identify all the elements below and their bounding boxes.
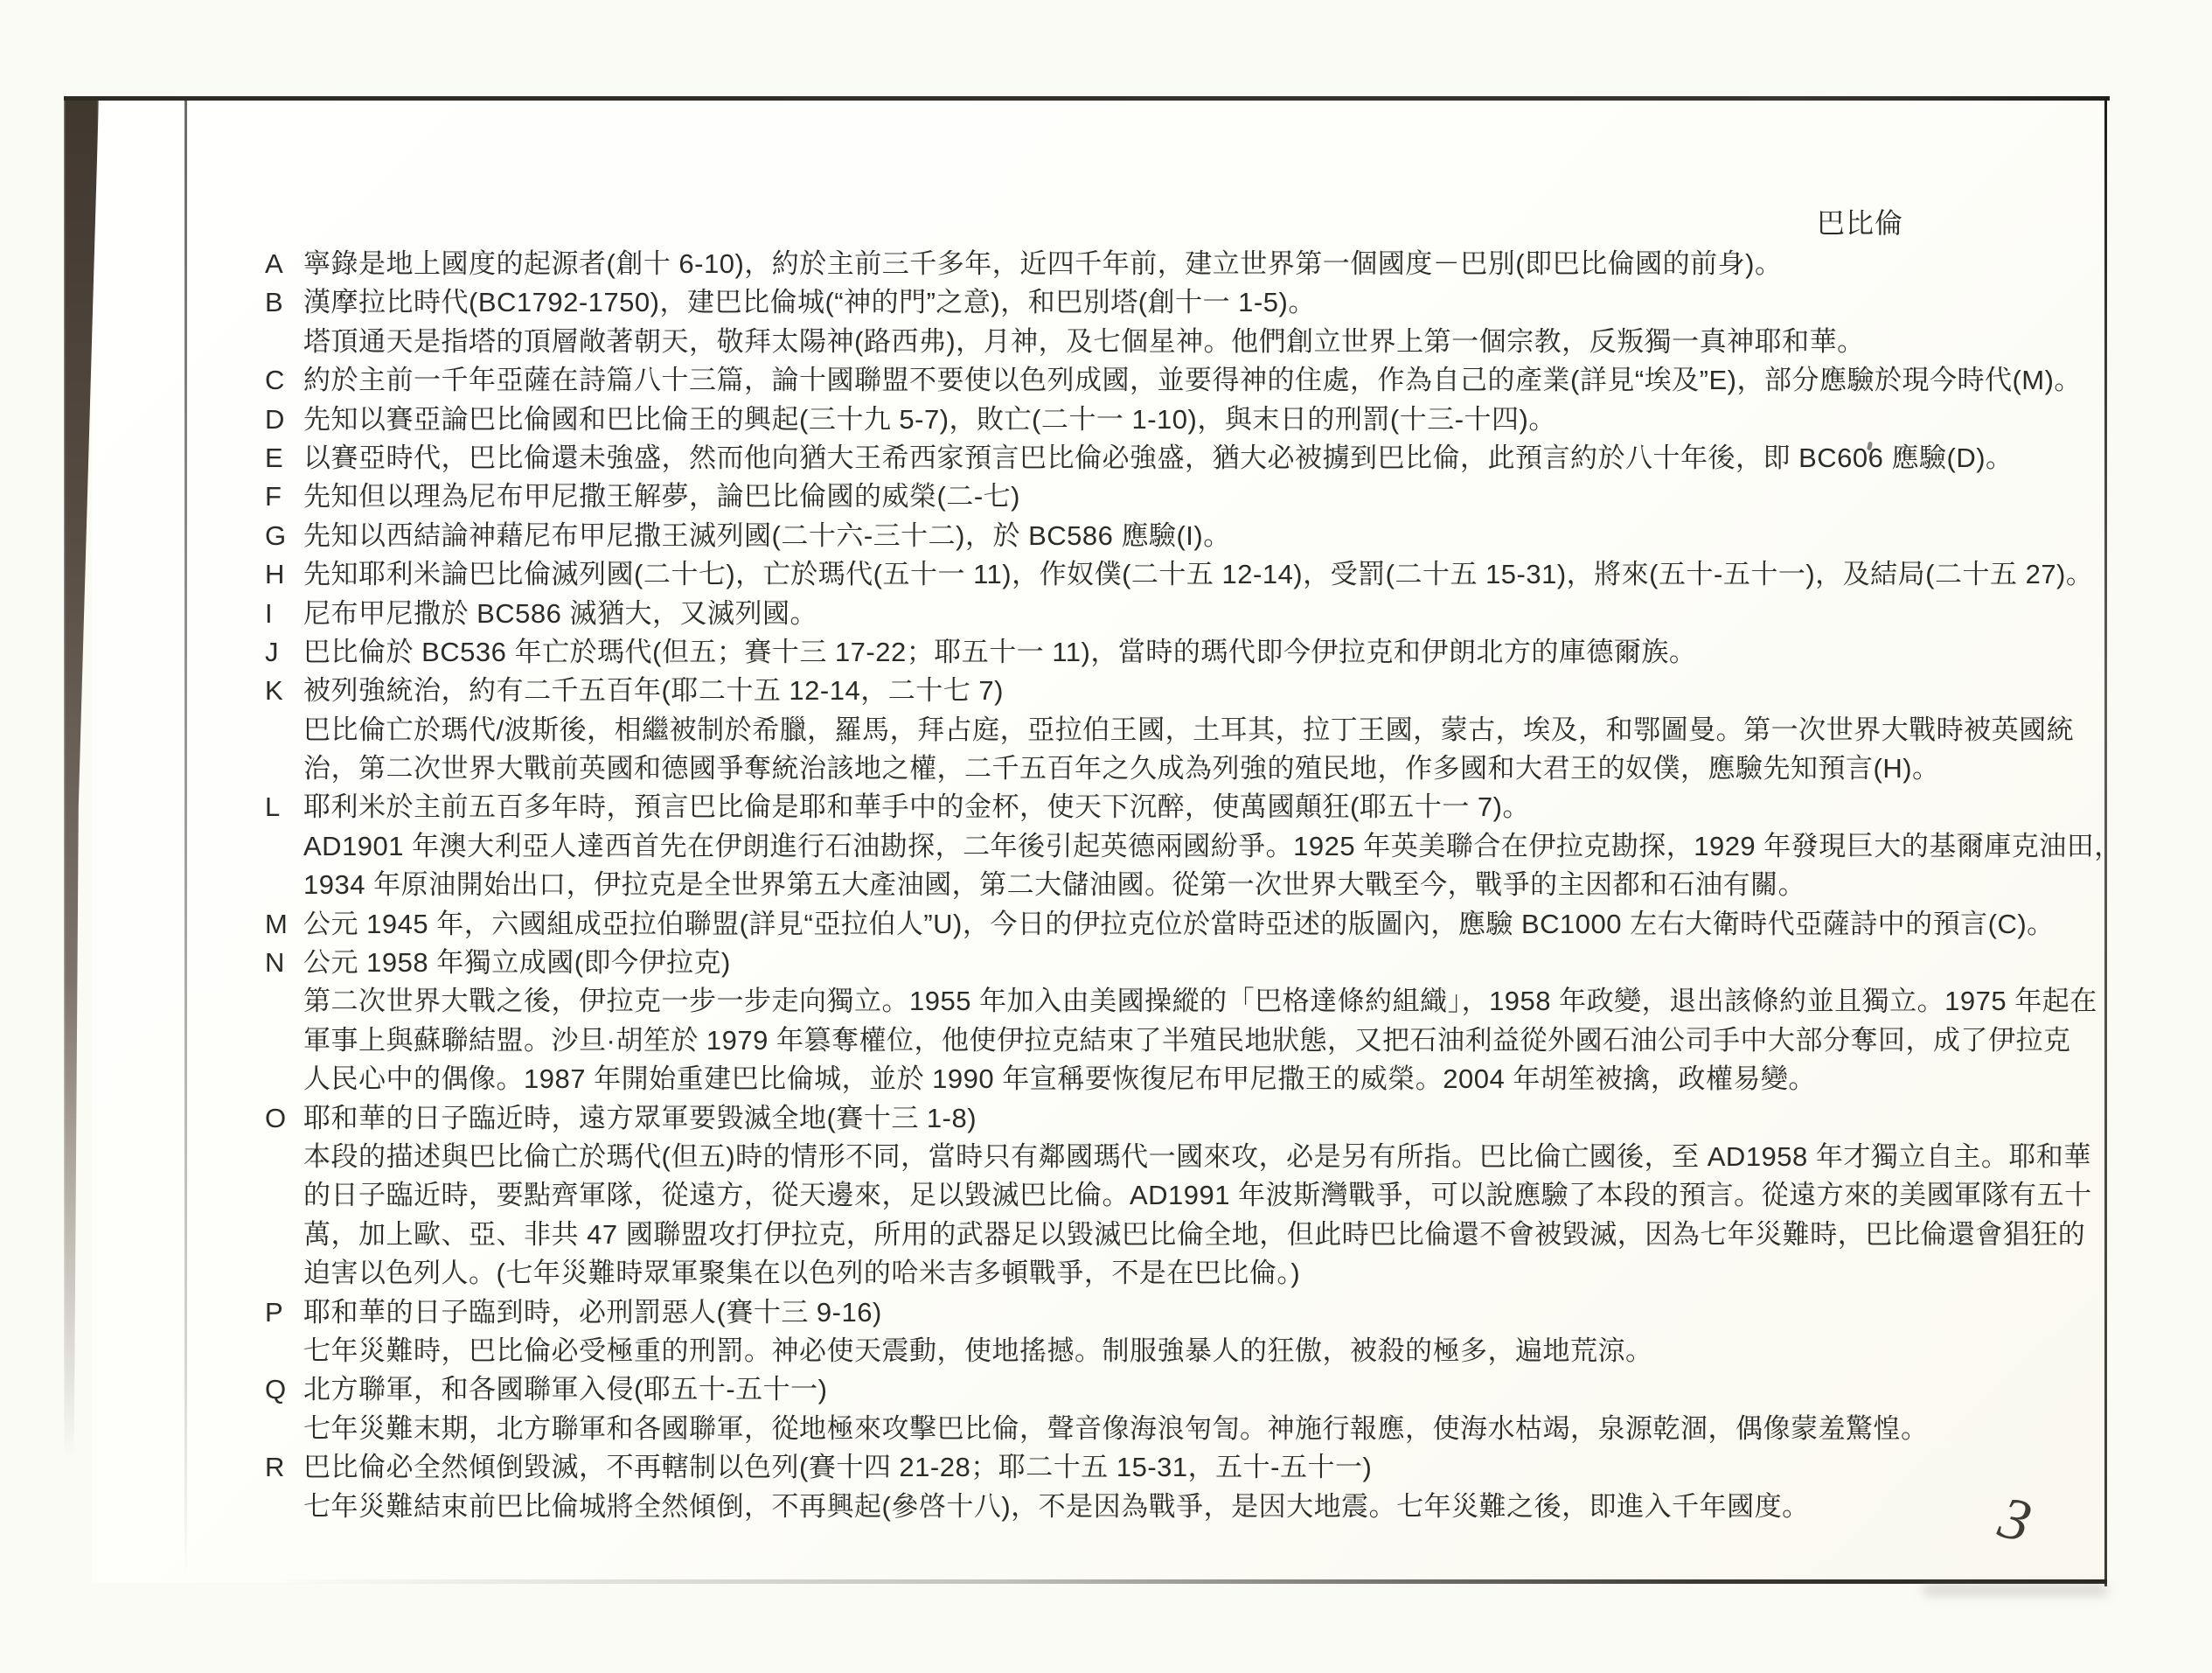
document-line: [265, 1060, 2122, 1098]
document-line: [265, 1370, 2122, 1409]
document-line: [265, 1488, 2122, 1526]
document-line: [265, 323, 2122, 361]
document-line: [265, 1099, 2122, 1138]
item-text: 軍事上與蘇聯結盟。沙旦·胡笙於 1979 年篡奪權位，他使伊拉克結束了半殖民地狀態，又把石油利益從外國石油公司手中大部分奪回，成了伊拉克: [303, 1024, 2071, 1056]
item-text: 七年災難時，巴比倫必受極重的刑罰。神必使天震動，使地搖撼。制服強暴人的狂傲，被殺的極多，遍地荒涼。: [303, 1335, 1653, 1366]
document-line: [265, 439, 2122, 478]
document-line: [265, 245, 2122, 283]
item-text: 北方聯軍，和各國聯軍入侵(耶五十-五十一): [303, 1374, 828, 1405]
document-line: [265, 788, 2122, 826]
item-text: 耶和華的日子臨近時，遠方眾軍要毀滅全地(賽十三 1-8): [303, 1102, 977, 1133]
item-text: 先知但以理為尼布甲尼撒王解夢，論巴比倫國的威榮(二-七): [303, 481, 1020, 512]
document-line: [265, 555, 2122, 594]
document-line: [265, 517, 2122, 555]
item-letter: Q: [265, 1374, 287, 1405]
item-text: 以賽亞時代，巴比倫還未強盛，然而他向猶大王希西家預言巴比倫必強盛，猶大必被擄到巴比倫，此預言約於八十年後，即 BC606 應驗(D)。: [303, 442, 2014, 473]
item-letter: E: [265, 442, 284, 473]
item-letter: G: [265, 519, 287, 551]
item-text: 被列強統治，約有二千五百年(耶二十五 12-14，二十七 7): [303, 675, 1004, 707]
document-line: [265, 672, 2122, 710]
item-text: 巴比倫必全然傾倒毀滅，不再轄制以色列(賽十四 21-28；耶二十五 15-31，五十-五十一): [303, 1452, 1373, 1483]
item-letter: J: [265, 636, 279, 667]
document-line: [265, 866, 2122, 904]
item-text: 公元 1958 年獨立成國(即今伊拉克): [303, 947, 731, 979]
item-letter: P: [265, 1296, 284, 1328]
item-text: 塔頂通天是指塔的頂層敞著朝天，敬拜太陽神(路西弗)，月神，及七個星神。他們創立世界上第一個宗教，反叛獨一真神耶和華。: [303, 325, 1865, 357]
document-line: [265, 905, 2122, 944]
document-line: [265, 1138, 2122, 1176]
item-text: 約於主前一千年亞薩在詩篇八十三篇，論十國聯盟不要使以色列成國，並要得神的住處，作為自己的產業(詳見“埃及”E)，部分應驗於現今時代(M)。: [303, 365, 2082, 396]
item-text: 的日子臨近時，要點齊軍隊，從遠方，從天邊來，足以毀滅巴比倫。AD1991 年波斯灣戰爭，可以說應驗了本段的預言。從遠方來的美國軍隊有五十: [303, 1180, 2092, 1211]
item-letter: L: [265, 791, 281, 823]
document-line: [265, 401, 2122, 439]
item-letter: R: [265, 1452, 285, 1483]
item-text: 萬，加上歐、亞、非共 47 國聯盟攻打伊拉克，所用的武器足以毀滅巴比倫全地，但此時巴比倫還不會被毀滅，因為七年災難時，巴比倫還會猖狂的: [303, 1218, 2086, 1250]
document-line: [265, 283, 2122, 322]
document-line: [265, 1176, 2122, 1215]
document-line: [265, 944, 2122, 982]
item-letter: M: [265, 908, 289, 939]
item-letter: B: [265, 287, 284, 318]
item-text: 耶利米於主前五百多年時，預言巴比倫是耶和華手中的金杯，使天下沉醉，使萬國顛狂(耶五十一 7)。: [303, 791, 1530, 823]
item-text: 迫害以色列人。(七年災難時眾軍聚集在以色列的哈米吉多頓戰爭，不是在巴比倫。): [303, 1258, 1301, 1289]
item-text: 七年災難結束前巴比倫城將全然傾倒，不再興起(參啓十八)，不是因為戰爭，是因大地震。七年災難之後，即進入千年國度。: [303, 1490, 1810, 1522]
document-line: [265, 1410, 2122, 1448]
item-text: 巴比倫亡於瑪代/波斯後，相繼被制於希臘，羅馬，拜占庭，亞拉伯王國，土耳其，拉丁王國，蒙古，埃及，和鄂圖曼。第一次世界大戰時被英國統: [303, 714, 2075, 745]
item-text: AD1901 年澳大利亞人達西首先在伊朗進行石油勘探，二年後引起英德兩國紛爭。1925 年英美聯合在伊拉克勘探，1929 年發現巨大的基爾庫克油田，: [303, 830, 2122, 861]
document-line: [265, 711, 2122, 749]
document-line: [265, 1021, 2122, 1060]
item-text: 治，第二次世界大戰前英國和德國爭奪統治該地之權，二千五百年之久成為列強的殖民地，作多國和大君王的奴僕，應驗先知預言(H)。: [303, 753, 1940, 784]
scan-inner-page-edge: [184, 100, 187, 1579]
item-letter: K: [265, 675, 284, 707]
document-line: [265, 361, 2122, 400]
item-text: 巴比倫於 BC536 年亡於瑪代(但五；賽十三 17-22；耶五十一 11)，當時的瑪代即今伊拉克和伊朗北方的庫德爾族。: [303, 636, 1697, 667]
item-text: 尼布甲尼撒於 BC586 滅猶大，又滅列國。: [303, 597, 818, 629]
item-letter: H: [265, 559, 285, 590]
item-letter: O: [265, 1102, 287, 1133]
document-line: [265, 1254, 2122, 1293]
item-text: 漢摩拉比時代(BC1792-1750)，建巴比倫城(“神的門”之意)，和巴別塔(創十一 1-5)。: [303, 287, 1316, 318]
document-line: [265, 1293, 2122, 1332]
document-line: [265, 633, 2122, 672]
item-text: 先知以西結論神藉尼布甲尼撒王滅列國(二十六-三十二)，於 BC586 應驗(I)。: [303, 519, 1231, 551]
item-text: 七年災難末期，北方聯軍和各國聯軍，從地極來攻擊巴比倫，聲音像海浪匉訇。神施行報應，使海水枯竭，泉源乾涸，偶像蒙羞驚惶。: [303, 1412, 1929, 1444]
document-body: [265, 245, 2122, 1526]
document-line: [265, 1216, 2122, 1254]
document-line: [265, 827, 2122, 866]
item-letter: N: [265, 947, 285, 979]
scan-bottom-edge: [262, 1579, 2107, 1584]
handwritten-page-number: 3: [1993, 1483, 2038, 1555]
item-text: 寧錄是地上國度的起源者(創十 6-10)，約於主前三千多年，近四千年前，建立世界第一個國度－巴別(即巴比倫國的前身)。: [303, 248, 1783, 279]
document-line: [265, 1332, 2122, 1370]
page-title: 巴比倫: [1817, 207, 1904, 239]
document-line: [265, 478, 2122, 516]
item-letter: D: [265, 403, 285, 435]
scan-top-edge: [64, 96, 2110, 101]
item-text: 耶和華的日子臨到時，必刑罰惡人(賽十三 9-16): [303, 1296, 882, 1328]
item-text: 1934 年原油開始出口，伊拉克是全世界第五大產油國，第二大儲油國。從第一次世界大戰至今，戰爭的主因都和石油有關。: [303, 869, 1806, 901]
document-line: [265, 982, 2122, 1021]
item-text: 先知以賽亞論巴比倫國和巴比倫王的興起(三十九 5-7)，敗亡(二十一 1-10)，與末日的刑罰(十三-十四)。: [303, 403, 1556, 435]
item-text: 本段的描述與巴比倫亡於瑪代(但五)時的情形不同，當時只有鄰國瑪代一國來攻，必是另有所指。巴比倫亡國後，至 AD1958 年才獨立自主。耶和華: [303, 1140, 2091, 1172]
item-letter: C: [265, 365, 285, 396]
item-letter: I: [265, 597, 274, 629]
document-line: [265, 1448, 2122, 1487]
item-text: 人民心中的偶像。1987 年開始重建巴比倫城，並於 1990 年宣稱要恢復尼布甲尼撒王的威榮。2004 年胡笙被擒，政權易變。: [303, 1063, 1816, 1095]
item-letter: F: [265, 481, 282, 512]
scan-corner-shadow: [1923, 1585, 2107, 1595]
item-text: 公元 1945 年，六國組成亞拉伯聯盟(詳見“亞拉伯人”U)，今日的伊拉克位於當時亞述的版圖內，應驗 BC1000 左右大衛時代亞薩詩中的預言(C)。: [303, 908, 2055, 939]
item-letter: A: [265, 248, 284, 279]
document-line: [265, 595, 2122, 633]
item-text: 第二次世界大戰之後，伊拉克一步一步走向獨立。1955 年加入由美國操縱的「巴格達條約組織」，1958 年政變，退出該條約並且獨立。1975 年起在: [303, 986, 2097, 1017]
document-line: [265, 749, 2122, 788]
item-text: 先知耶利米論巴比倫滅列國(二十七)，亡於瑪代(五十一 11)，作奴僕(二十五 12-14)，受罰(二十五 15-31)，將來(五十-五十一)，及結局(二十五 27)。: [303, 559, 2094, 590]
